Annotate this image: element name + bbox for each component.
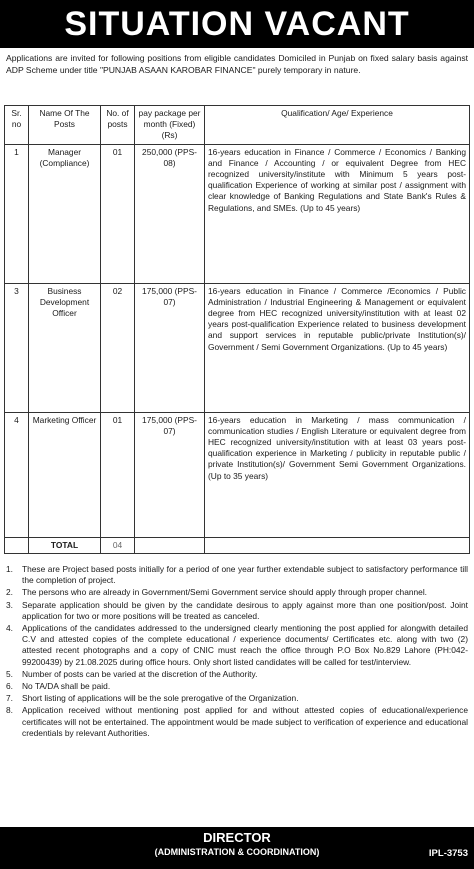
cell-post-name: Manager (Compliance) <box>29 144 101 283</box>
signature-footer <box>0 827 474 869</box>
signatory-department: (ADMINISTRATION & COORDINATION) <box>154 847 320 857</box>
vacancies-table <box>4 105 470 554</box>
cell-empty <box>135 537 205 553</box>
table-row <box>5 144 470 283</box>
header-qualification: Qualification/ Age/ Experience <box>205 106 470 145</box>
cell-qualification: 16-years education in Finance / Commerce /Economics / Public Administration / Industrial Engineering & Management or equivalent degree from HEC recognized university/institution with at least 02 years post-qualification Experience related to business development and support services in reputable public/private Institution(s)/ Government / Semi Government Organizations. (Up to 45 years) <box>205 283 470 412</box>
list-item <box>6 600 468 622</box>
table-header-row <box>5 106 470 145</box>
list-item <box>6 623 468 668</box>
note-text: No TA/DA shall be paid. <box>22 681 111 692</box>
cell-sr: 1 <box>5 144 29 283</box>
note-number: 3. <box>6 599 13 610</box>
cell-qualification: 16-years education in Marketing / mass communication / communication studies / English Literature or equivalent degree from HEC recognized university/institution with at least 03 years post-qualification experience in Marketing / publicity in reputable public / private Institution(s)/ Government Semi Government Organizations. (Up to 35 years) <box>205 412 470 537</box>
cell-no-of-posts: 01 <box>101 412 135 537</box>
note-number: 5. <box>6 668 13 679</box>
table-row <box>5 283 470 412</box>
cell-post-name: Marketing Officer <box>29 412 101 537</box>
page-title: SITUATION VACANT <box>0 0 474 48</box>
total-label: TOTAL <box>29 537 101 553</box>
cell-empty <box>5 537 29 553</box>
header-post-name: Name Of The Posts <box>29 106 101 145</box>
cell-sr: 4 <box>5 412 29 537</box>
terms-list <box>6 564 468 740</box>
cell-post-name: Business Development Officer <box>29 283 101 412</box>
cell-pay: 250,000 (PPS-08) <box>135 144 205 283</box>
note-number: 7. <box>6 693 13 704</box>
list-item <box>6 681 468 692</box>
note-text: Short listing of applications will be the sole prerogative of the Organization. <box>22 693 299 704</box>
note-number: 6. <box>6 681 13 692</box>
total-count: 04 <box>101 537 135 553</box>
note-text: Applications of the candidates addressed to the undersigned clearly mentioning the post applied for alongwith detailed C.V and attested copies of the complete educational / experience documents/ Certificates etc. along with two (2) attested recent photographs and a copy of CNIC must reach the office through P.O Box No.829 Lahore (PH:042-99200439) by 21.08.2025 during office hours. Only short listed candidates will be called for test/interview. <box>22 623 468 667</box>
note-number: 8. <box>6 705 13 716</box>
header-no-of-posts: No. of posts <box>101 106 135 145</box>
cell-no-of-posts: 01 <box>101 144 135 283</box>
cell-qualification: 16-years education in Finance / Commerce / Economics / Banking and Finance / Accounting / or equivalent Degree from HEC recognized university/institute with Minimum 5 years post-qualification Experience of working at similar post / assignment with clear knowledge of Banking Regulations and State Bank's Rules & Regulations, and SMEs. (Up to 45 years) <box>205 144 470 283</box>
total-row <box>5 537 470 553</box>
cell-sr: 3 <box>5 283 29 412</box>
note-number: 2. <box>6 587 13 598</box>
header-sr: Sr. no <box>5 106 29 145</box>
note-text: Separate application should be given by the candidate desirous to apply against more than one position/post. Joint application for two or more positions will be treated as canceled. <box>22 599 468 621</box>
note-text: These are Project based posts initially for a period of one year further extendable subject to satisfactory performance till the completion of project. <box>22 564 468 586</box>
list-item <box>6 564 468 586</box>
list-item <box>6 693 468 704</box>
note-number: 1. <box>6 564 13 574</box>
table-row <box>5 412 470 537</box>
ad-reference-code: IPL-3753 <box>428 848 468 859</box>
list-item <box>6 705 468 739</box>
note-text: Application received without mentioning post applied for and without attested copies of educational/experience certificates will not be entertained. The appointment would be made subject to verification of experience and educational credentials by relevant Authorities. <box>22 705 468 738</box>
cell-no-of-posts: 02 <box>101 283 135 412</box>
list-item <box>6 669 468 680</box>
header-pay: pay package per month (Fixed) (Rs) <box>135 106 205 145</box>
cell-empty <box>205 537 470 553</box>
note-text: Number of posts can be varied at the discretion of the Authority. <box>22 668 258 679</box>
note-number: 4. <box>6 623 13 634</box>
list-item <box>6 587 468 598</box>
intro-paragraph: Applications are invited for following positions from eligible candidates Domiciled in Punjab on fixed salary basis against ADP Scheme under title "PUNJAB ASAAN KAROBAR FINANCE" purely temporary in nature. <box>6 53 468 75</box>
note-text: The persons who are already in Government/Semi Government service should apply through proper channel. <box>22 587 428 598</box>
cell-pay: 175,000 (PPS-07) <box>135 283 205 412</box>
cell-pay: 175,000 (PPS-07) <box>135 412 205 537</box>
signatory-title: DIRECTOR <box>203 830 271 845</box>
